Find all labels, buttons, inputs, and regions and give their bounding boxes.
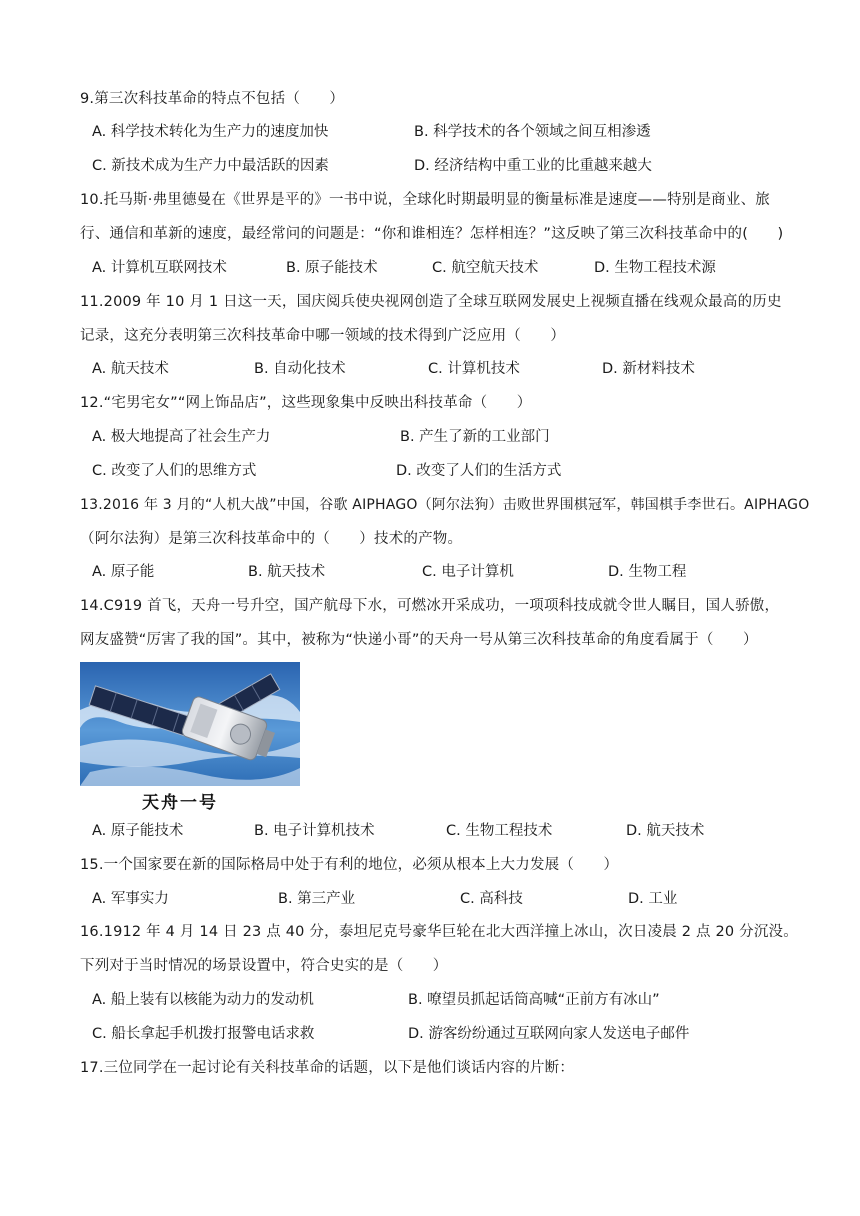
question-11-stem-line1: 11.2009 年 10 月 1 日这一天，国庆阅兵使央视网创造了全球互联网发展史上视频直播在线观众最高的历史	[80, 294, 782, 310]
q12-option-b: B. 产生了新的工业部门	[400, 429, 550, 445]
q14-option-d: D. 航天技术	[626, 823, 705, 839]
q9-option-c: C. 新技术成为生产力中最活跃的因素	[92, 158, 329, 174]
question-17-stem: 17.三位同学在一起讨论有关科技革命的话题，以下是他们谈话内容的片断：	[80, 1060, 575, 1076]
q16-option-b: B. 嘹望员抓起话筒高喊“正前方有冰山”	[408, 992, 660, 1008]
question-13-stem-line2: （阿尔法狗）是第三次科技革命中的（ ）技术的产物。	[80, 531, 463, 547]
question-12-stem: 12.“宅男宅女”“网上饰品店”，这些现象集中反映出科技革命（ ）	[80, 395, 532, 411]
q11-option-b: B. 自动化技术	[254, 361, 346, 377]
q15-option-c: C. 高科技	[460, 891, 523, 907]
question-16-stem-line1: 16.1912 年 4 月 14 日 23 点 40 分，泰坦尼克号豪华巨轮在北大西洋撞上冰山，次日凌晨 2 点 20 分沉没。	[80, 924, 798, 940]
q12-option-a: A. 极大地提高了社会生产力	[92, 429, 271, 445]
q15-option-a: A. 军事实力	[92, 891, 169, 907]
question-10-stem-line1: 10.托马斯·弗里德曼在《世界是平的》一书中说，全球化时期最明显的衡量标准是速度——特别是商业、旅	[80, 192, 770, 208]
q14-option-b: B. 电子计算机技术	[254, 823, 375, 839]
q13-option-b: B. 航天技术	[248, 564, 326, 580]
q9-option-b: B. 科学技术的各个领域之间互相渗透	[414, 124, 651, 140]
q13-option-c: C. 电子计算机	[422, 564, 514, 580]
q11-option-d: D. 新材料技术	[602, 361, 695, 377]
q10-option-b: B. 原子能技术	[286, 260, 378, 276]
q9-option-d: D. 经济结构中重工业的比重越来越大	[414, 158, 652, 174]
q10-option-c: C. 航空航天技术	[432, 260, 539, 276]
question-10-stem-line2: 行、通信和革新的速度，最经常问的问题是：“你和谁相连？怎样相连？”这反映了第三次科技革命中的( )	[80, 226, 784, 242]
q10-option-a: A. 计算机互联网技术	[92, 260, 227, 276]
q16-option-c: C. 船长拿起手机拨打报警电话求救	[92, 1026, 315, 1042]
q16-option-a: A. 船上装有以核能为动力的发动机	[92, 992, 314, 1008]
question-14-stem-line1: 14.C919 首飞，天舟一号升空，国产航母下水，可燃冰开采成功，一项项科技成就令世人瞩目，国人骄傲，	[80, 598, 780, 614]
question-11-stem-line2: 记录，这充分表明第三次科技革命中哪一领域的技术得到广泛应用（ ）	[80, 328, 566, 344]
q11-option-a: A. 航天技术	[92, 361, 169, 377]
question-13-stem-line1: 13.2016 年 3 月的“人机大战”中国，谷歌 AIPHAGO（阿尔法狗）击败世界围棋冠军，韩国棋手李世石。AIPHAGO	[80, 497, 810, 513]
figure-caption: 天舟一号	[142, 793, 218, 813]
question-14-stem-line2: 网友盛赞“厉害了我的国”。其中，被称为“快递小哥”的天舟一号从第三次科技革命的角度看属于（ ）	[80, 632, 758, 648]
q13-option-d: D. 生物工程	[608, 564, 687, 580]
q14-option-c: C. 生物工程技术	[446, 823, 553, 839]
q9-option-a: A. 科学技术转化为生产力的速度加快	[92, 124, 329, 140]
q13-option-a: A. 原子能	[92, 564, 155, 580]
question-9-stem: 9.第三次科技革命的特点不包括（ ）	[80, 91, 345, 107]
q14-option-a: A. 原子能技术	[92, 823, 184, 839]
q16-option-d: D. 游客纷纷通过互联网向家人发送电子邮件	[408, 1026, 690, 1042]
q15-option-d: D. 工业	[628, 891, 678, 907]
q10-option-d: D. 生物工程技术源	[594, 260, 716, 276]
q15-option-b: B. 第三产业	[278, 891, 356, 907]
question-16-stem-line2: 下列对于当时情况的场景设置中，符合史实的是（ ）	[80, 958, 448, 974]
question-15-stem: 15.一个国家要在新的国际格局中处于有利的地位，必须从根本上大力发展（ ）	[80, 857, 619, 873]
q11-option-c: C. 计算机技术	[428, 361, 520, 377]
q12-option-d: D. 改变了人们的生活方式	[396, 463, 562, 479]
q12-option-c: C. 改变了人们的思维方式	[92, 463, 257, 479]
